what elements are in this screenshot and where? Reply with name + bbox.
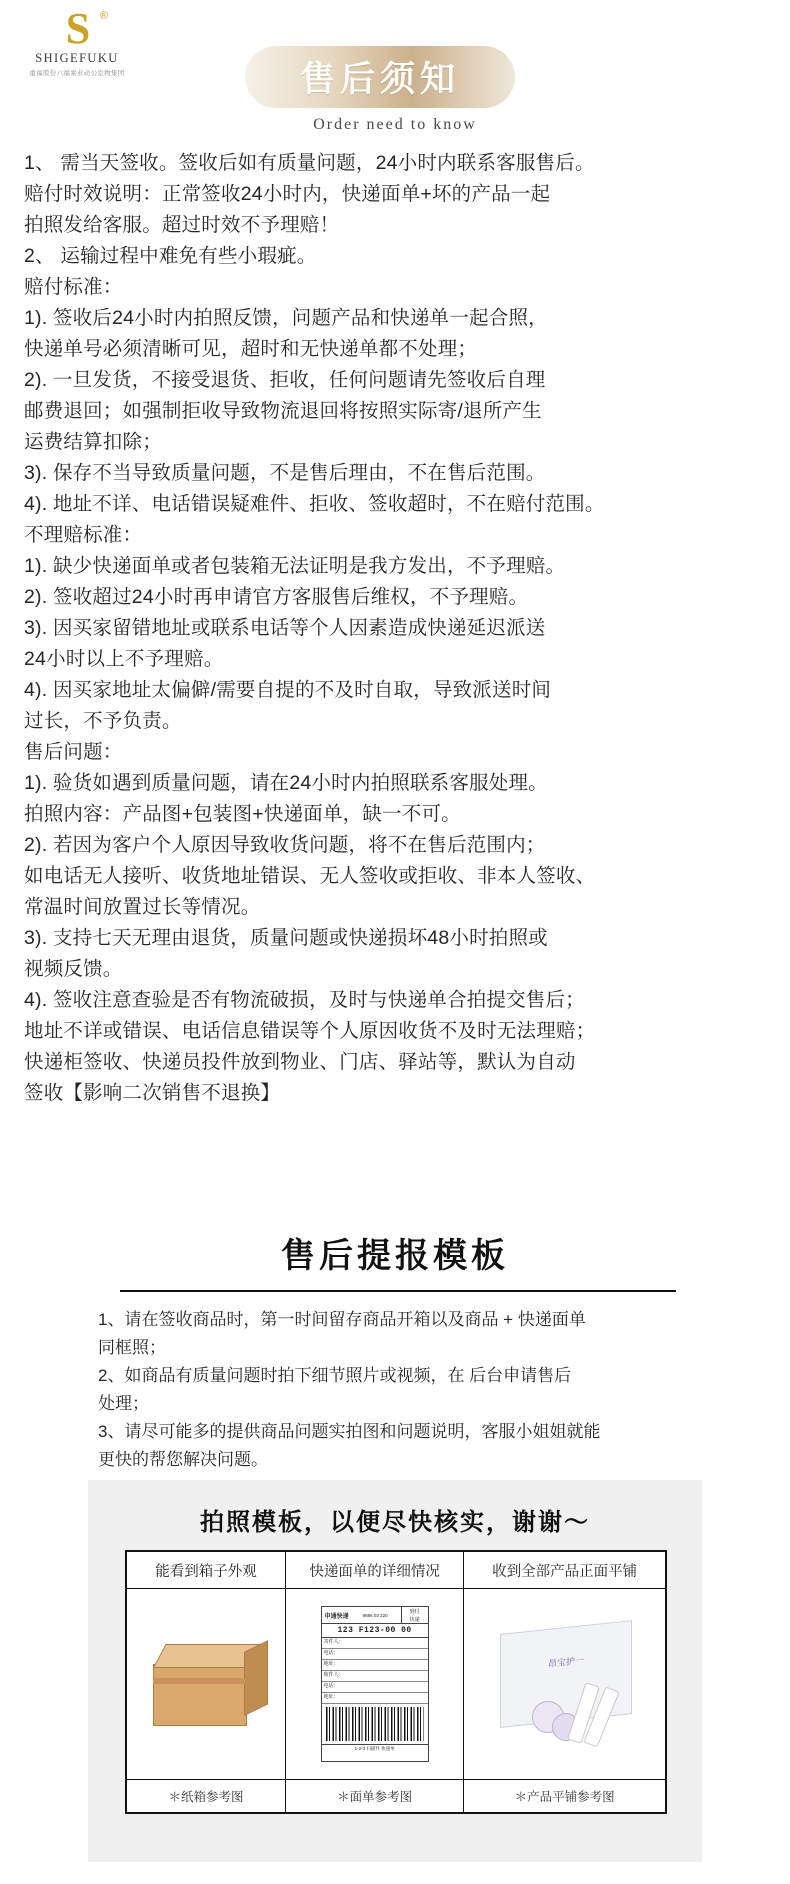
policy-line: 过长，不予负责。: [24, 710, 182, 732]
logo-brand-subtitle: 重福股份六福素业动公室物集团: [29, 70, 125, 77]
waybill-field: 收件人：: [322, 1671, 428, 1682]
policy-line: 快递柜签收、快递员投件放到物业、门店、驿站等，默认为自动: [24, 1051, 576, 1073]
policy-line: 不理赔标准：: [24, 524, 143, 546]
policy-line: 3). 因买家留错地址或联系电话等个人因素造成快递延迟派送: [24, 617, 546, 639]
table-row: [127, 1780, 666, 1813]
logo-brand-name: SHIGEFUKU: [35, 51, 119, 65]
policy-line: 视频反馈。: [24, 958, 123, 980]
waybill-field: 电话：: [322, 1682, 428, 1693]
policy-line: 2). 若因为客户个人原因导致收货问题，将不在售后范围内；: [24, 834, 546, 856]
policy-line: 3). 支持七天无理由退货，质量问题或快递损坏48小时拍照或: [24, 927, 548, 949]
policy-text-block: [24, 148, 766, 1109]
policy-line: 邮费退回；如强制拒收导致物流退回将按照实际寄/退所产生: [24, 400, 542, 422]
policy-line: 售后问题：: [24, 741, 123, 763]
policy-line: 签收【影响二次销售不退换】: [24, 1082, 281, 1104]
table-row: [127, 1552, 666, 1589]
photo-template-heading: 拍照模板，以便尽快核实，谢谢～: [200, 1510, 590, 1536]
report-template-list: [98, 1306, 698, 1474]
waybill-field: 地址：: [322, 1660, 428, 1671]
policy-line: 4). 地址不详、电话错误疑难件、拒收、签收超时，不在赔付范围。: [24, 493, 605, 515]
policy-line: 赔付时效说明：正常签收24小时内，快递面单+坏的产品一起: [24, 183, 551, 205]
waybill-number: 123 F123-00 00: [322, 1624, 428, 1638]
logo-mark-icon: [50, 4, 108, 53]
waybill-code: 9886 03 220: [362, 1612, 388, 1618]
policy-line: 1). 验货如遇到质量问题，请在24小时内拍照联系客服处理。: [24, 772, 548, 794]
page-title-banner: [245, 46, 515, 108]
product-flatlay-icon: [490, 1609, 640, 1759]
policy-line: 快递单号必须清晰可见，超时和无快递单都不处理；: [24, 338, 478, 360]
waybill-field: 寄件人：: [322, 1638, 428, 1649]
report-template-line: 1、请在签收商品时，第一时间留存商品开箱以及商品 + 快递面单: [98, 1310, 586, 1329]
column-header-flatlay: 收到全部产品正面平铺: [464, 1552, 666, 1589]
carton-image-cell: [127, 1589, 286, 1780]
waybill-footer: 1-2-3 扫描件 快递单: [322, 1744, 428, 1753]
waybill-field: 地址：: [322, 1693, 428, 1704]
waybill-image-cell: [285, 1589, 463, 1780]
column-footer-waybill: ＊面单参考图: [285, 1780, 463, 1813]
policy-line: 2、 运输过程中难免有些小瑕疵。: [24, 245, 317, 267]
policy-line: 1、 需当天签收。签收后如有质量问题，24小时内联系客服售后。: [24, 152, 595, 174]
policy-line: 24小时以上不予理赔。: [24, 648, 224, 670]
flatlay-logo-text: 昂宝护一: [547, 1655, 584, 1669]
policy-line: 2). 签收超过24小时再申请官方客服售后维权，不予理赔。: [24, 586, 529, 608]
policy-line: 1). 缺少快递面单或者包装箱无法证明是我方发出，不予理赔。: [24, 555, 566, 577]
report-template-title: 售后提报模板: [281, 1238, 509, 1275]
carton-box-icon: [147, 1638, 265, 1730]
report-template-line: 处理；: [98, 1394, 149, 1413]
policy-line: 常温时间放置过长等情况。: [24, 896, 261, 918]
flatlay-image-cell: [464, 1589, 666, 1780]
waybill-field: 电话：: [322, 1649, 428, 1660]
policy-line: 4). 签收注意查验是否有物流破损，及时与快递单合拍提交售后；: [24, 989, 585, 1011]
waybill-label-icon: [321, 1606, 429, 1762]
policy-line: 1). 签收后24小时内拍照反馈，问题产品和快递单一起合照，: [24, 307, 548, 329]
brand-logo: [22, 4, 132, 77]
policy-line: 拍照内容：产品图+包装图+快递面单，缺一不可。: [24, 803, 461, 825]
photo-template-grid: [125, 1550, 667, 1814]
report-template-line: 更快的帮您解决问题。: [98, 1450, 268, 1469]
waybill-field-rows: [322, 1638, 428, 1704]
page-subtitle: Order need to know: [313, 116, 477, 133]
column-footer-flatlay: ＊产品平铺参考图: [464, 1780, 666, 1813]
column-header-carton: 能看到箱子外观: [127, 1552, 286, 1589]
report-template-line: 2、如商品有质量问题时拍下细节照片或视频，在 后台申请售后: [98, 1366, 572, 1385]
photo-template-panel: [88, 1480, 702, 1862]
policy-line: 3). 保存不当导致质量问题，不是售后理由，不在售后范围。: [24, 462, 546, 484]
barcode-icon: [326, 1707, 424, 1741]
logo-letter: S: [65, 4, 89, 53]
policy-line: 如电话无人接听、收货地址错误、无人签收或拒收、非本人签收、: [24, 865, 596, 887]
registered-trademark-icon: ®: [99, 10, 108, 22]
column-footer-carton: ＊纸箱参考图: [127, 1780, 286, 1813]
page-title: 售后须知: [299, 60, 460, 99]
column-header-waybill: 快递面单的详细情况: [285, 1552, 463, 1589]
policy-line: 拍照发给客服。超过时效不予理赔！: [24, 214, 340, 236]
policy-line: 2). 一旦发货，不接受退货、拒收，任何问题请先签收后自理: [24, 369, 546, 391]
policy-line: 4). 因买家地址太偏僻/需要自提的不及时自取，导致派送时间: [24, 679, 552, 701]
table-row: [127, 1589, 666, 1780]
report-template-line: 同框照；: [98, 1338, 166, 1357]
policy-line: 赔付标准：: [24, 276, 123, 298]
waybill-brand: 申通快递: [324, 1613, 349, 1620]
divider: [120, 1290, 676, 1292]
waybill-badge: 到付 快递: [401, 1607, 428, 1624]
report-template-line: 3、请尽可能多的提供商品问题实拍图和问题说明，客服小姐姐就能: [98, 1422, 601, 1441]
policy-line: 地址不详或错误、电话信息错误等个人原因收货不及时无法理赔；: [24, 1020, 596, 1042]
policy-line: 运费结算扣除；: [24, 431, 162, 453]
